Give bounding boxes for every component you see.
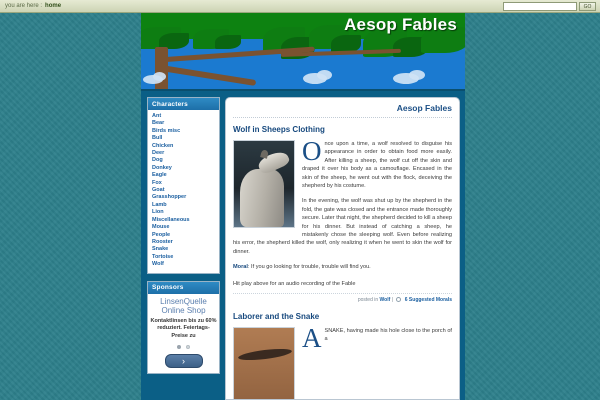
foliage-leaf (215, 35, 241, 49)
meta-posted-label: posted in (357, 296, 379, 303)
sidebar-item-grasshopper[interactable]: Grasshopper (152, 194, 187, 201)
post-title[interactable]: Laborer and the Snake (233, 311, 320, 321)
sponsor-next-button[interactable]: › (165, 354, 203, 368)
sidebar-item-miscellaneous[interactable]: Miscellaneous (152, 216, 190, 223)
sidebar-item-wolf[interactable]: Wolf (152, 261, 164, 268)
search-area (503, 2, 600, 11)
moral-text: : If you go looking for trouble, trouble will find you. (247, 264, 371, 271)
paragraph-text: SNAKE, having made his hole close to the porch of a (324, 327, 452, 343)
sidebar-item-bull[interactable]: Bull (152, 135, 163, 142)
paragraph-text: nce upon a time, a wolf resolved to disguise his appearance in order to obtain food more easily. After killing a sheep, the wolf cut off the skin and draped it over his body as a camouflage. Encased in the skin of the sheep, he went out with the flock, deceiving the shepherd by his costume. (302, 141, 452, 190)
post-wolf-in-sheeps-clothing (233, 118, 452, 305)
dropcap: O (302, 140, 322, 166)
post-laborer-and-the-snake (233, 305, 452, 400)
sponsor-ad-title-line2: Online Shop (161, 306, 206, 316)
sidebar-item-eagle[interactable]: Eagle (152, 172, 167, 179)
sidebar-item-lion[interactable]: Lion (152, 209, 164, 216)
meta-comments-link[interactable]: 6 Suggested Morals (404, 296, 452, 303)
moral-label: Moral (233, 264, 248, 271)
sidebar-item-rooster[interactable]: Rooster (152, 238, 173, 245)
meta-separator: | (391, 296, 393, 303)
sidebar-item-goat[interactable]: Goat (152, 187, 165, 194)
cloud-icon (153, 72, 166, 81)
top-toolbar (0, 0, 600, 13)
sidebar-item-bear[interactable]: Bear (152, 120, 165, 127)
sidebar-item-snake[interactable]: Snake (152, 246, 169, 253)
photo-background (234, 328, 294, 400)
cloud-icon (409, 70, 425, 80)
post-meta (233, 293, 452, 303)
carousel-dot-2[interactable] (186, 345, 190, 349)
sidebar-item-chicken[interactable]: Chicken (152, 142, 174, 149)
meta-category-link[interactable]: Wolf (379, 296, 391, 303)
sponsor-carousel-dots (150, 345, 217, 349)
breadcrumb (0, 3, 61, 9)
post-title[interactable]: Wolf in Sheeps Clothing (233, 125, 325, 134)
post-moral (233, 263, 452, 271)
characters-list (148, 110, 219, 273)
snake-photo[interactable] (233, 327, 295, 400)
sponsor-ad-title-line1: LinsenQuelle (160, 296, 207, 306)
dropcap: A (302, 326, 322, 353)
sidebar-item-lamb[interactable]: Lamb (152, 201, 167, 208)
sidebar-item-deer[interactable]: Deer (152, 150, 165, 157)
sidebar (141, 91, 223, 400)
carousel-dot-1[interactable] (177, 345, 181, 349)
portlet-characters-heading: Characters (148, 98, 219, 110)
cloud-icon (317, 70, 332, 80)
sponsor-ad[interactable] (148, 294, 219, 374)
sidebar-item-fox[interactable]: Fox (152, 179, 162, 186)
site-banner (141, 13, 465, 91)
search-go-button[interactable]: GO (579, 2, 596, 11)
sidebar-item-ant[interactable]: Ant (152, 113, 162, 119)
sidebar-item-people[interactable]: People (152, 231, 171, 238)
portlet-sponsors-heading: Sponsors (148, 282, 219, 294)
sidebar-item-birds-misc[interactable]: Birds misc (152, 127, 181, 134)
sidebar-item-mouse[interactable]: Mouse (152, 224, 170, 231)
comment-icon (396, 297, 401, 302)
wolf-body-shape (240, 169, 284, 227)
sponsor-ad-text: Kontaktlinsen bis zu 60% reduziert. Feiertags-Preise zu (150, 317, 217, 339)
post-body (233, 140, 452, 305)
content-band (141, 91, 465, 400)
search-input[interactable] (503, 2, 577, 11)
portlet-sponsors (147, 281, 220, 375)
breadcrumb-label: you are here : (5, 3, 43, 9)
wolf-photo[interactable] (233, 140, 295, 228)
audio-note: Hit play above for an audio recording of the Fable (233, 280, 356, 287)
breadcrumb-item-home[interactable]: home (45, 3, 62, 9)
main-content-panel (225, 97, 460, 400)
sidebar-item-dog[interactable]: Dog (152, 157, 163, 164)
post-body (233, 327, 452, 400)
sponsor-ad-title (150, 297, 217, 316)
sidebar-item-donkey[interactable]: Donkey (152, 164, 172, 171)
portlet-characters (147, 97, 220, 274)
site-wrapper (141, 13, 465, 400)
sidebar-item-tortoise[interactable]: Tortoise (152, 253, 174, 260)
site-title: Aesop Fables (344, 15, 457, 34)
post-paragraph-2: In the evening, the wolf was shut up by the shepherd in the fold, the gate was closed and the entrance made thoroughly secure. Later that night, the shepherd decided to kill a sheep for his dinner. But instead of catching a sheep, he mistakenly chose the sleeping wolf. Even before realizing his error, the shepherd killed the wolf, only realizing it when he went to skin the wolf for dinner. (233, 198, 452, 255)
page-title: Aesop Fables (233, 103, 452, 118)
